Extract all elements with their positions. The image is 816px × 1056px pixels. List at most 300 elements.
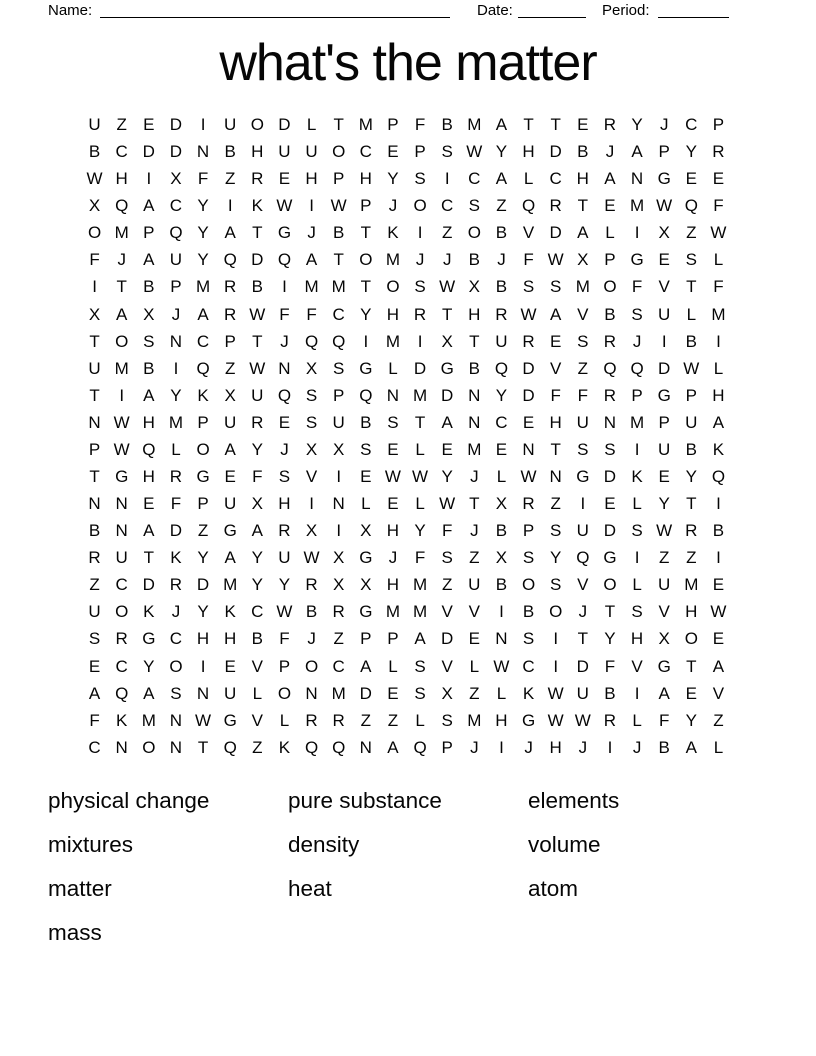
grid-letter: R xyxy=(332,602,345,622)
grid-letter: A xyxy=(631,142,643,162)
grid-letter: X xyxy=(333,548,345,568)
grid-letter: A xyxy=(116,304,128,324)
grid-row xyxy=(81,111,732,138)
grid-letter: V xyxy=(522,223,535,243)
grid-letter: L xyxy=(632,710,642,730)
grid-letter: E xyxy=(143,115,155,134)
grid-letter: Z xyxy=(469,548,480,568)
grid-letter: T xyxy=(469,331,480,351)
grid-letter: G xyxy=(223,521,237,541)
grid-letter: D xyxy=(576,656,589,676)
grid-letter: V xyxy=(468,602,480,622)
grid-letter: Q xyxy=(413,737,427,757)
grid-letter: Z xyxy=(550,494,561,514)
grid-row xyxy=(81,409,732,436)
grid-letter: X xyxy=(360,521,372,541)
grid-letter: M xyxy=(223,575,238,595)
grid-letter: D xyxy=(278,115,291,134)
grid-letter: E xyxy=(712,629,725,649)
word-item: density xyxy=(288,832,360,857)
grid-letter: M xyxy=(331,683,346,703)
grid-letter: V xyxy=(658,602,670,622)
grid-letter: S xyxy=(143,331,155,351)
grid-letter: Y xyxy=(414,521,426,541)
grid-letter: Q xyxy=(684,196,698,216)
grid-letter: J xyxy=(388,548,398,568)
grid-letter: X xyxy=(224,385,236,405)
word-list-column xyxy=(48,779,288,955)
grid-letter: M xyxy=(385,331,401,351)
word-item: elements xyxy=(528,788,620,813)
grid-letter: J xyxy=(280,439,289,459)
grid-letter: O xyxy=(386,277,400,297)
grid-letter: L xyxy=(415,710,425,730)
grid-letter: I xyxy=(309,494,314,514)
grid-row xyxy=(81,355,732,382)
grid-letter: T xyxy=(441,304,453,324)
grid-letter: E xyxy=(658,250,670,270)
grid-letter: W xyxy=(113,412,130,432)
grid-letter: S xyxy=(522,277,535,297)
grid-letter: W xyxy=(113,439,130,459)
grid-letter: S xyxy=(387,412,399,432)
grid-row xyxy=(81,301,732,328)
grid-letter: M xyxy=(711,304,726,324)
grid-letter: L xyxy=(415,439,425,459)
grid-letter: H xyxy=(251,142,264,162)
grid-letter: P xyxy=(197,412,209,432)
grid-letter: A xyxy=(143,385,155,405)
grid-letter: I xyxy=(119,385,125,405)
grid-letter: T xyxy=(414,412,426,432)
grid-letter: I xyxy=(146,169,152,189)
grid-letter: J xyxy=(659,115,669,134)
grid-letter: O xyxy=(142,737,156,757)
grid-letter: Y xyxy=(251,575,263,595)
grid-letter: I xyxy=(553,656,559,676)
grid-letter: N xyxy=(196,683,210,703)
grid-letter: H xyxy=(224,629,237,649)
grid-letter: V xyxy=(305,467,318,487)
grid-letter: O xyxy=(467,223,481,243)
grid-letter: W xyxy=(547,710,564,730)
grid-letter: J xyxy=(632,737,642,757)
grid-row xyxy=(81,680,732,707)
grid-letter: S xyxy=(522,548,535,568)
grid-letter: U xyxy=(305,142,318,162)
grid-letter: L xyxy=(686,304,697,324)
grid-letter: G xyxy=(277,223,292,243)
grid-letter: F xyxy=(252,467,263,487)
grid-letter: K xyxy=(224,602,236,622)
grid-letter: K xyxy=(251,196,263,216)
grid-letter: H xyxy=(495,710,508,730)
grid-letter: L xyxy=(252,683,263,703)
grid-letter: E xyxy=(143,494,155,514)
grid-letter: F xyxy=(631,277,643,297)
grid-letter: E xyxy=(224,656,236,676)
grid-letter: E xyxy=(604,494,616,514)
grid-letter: X xyxy=(658,223,670,243)
grid-letter: V xyxy=(251,656,263,676)
grid-letter: D xyxy=(413,358,427,378)
grid-row xyxy=(81,246,732,273)
grid-letter: P xyxy=(387,115,399,134)
grid-letter: N xyxy=(468,385,481,405)
grid-letter: O xyxy=(413,196,427,216)
grid-letter: Y xyxy=(685,467,697,487)
grid-letter: E xyxy=(495,439,508,459)
grid-letter: X xyxy=(305,439,318,459)
grid-letter: W xyxy=(520,304,537,324)
grid-letter: A xyxy=(305,250,318,270)
grid-letter: D xyxy=(142,142,155,162)
grid-letter: I xyxy=(336,521,342,541)
grid-letter: N xyxy=(115,494,128,514)
grid-letter: B xyxy=(685,331,697,351)
grid-letter: Y xyxy=(197,548,209,568)
grid-letter: T xyxy=(469,494,480,514)
word-item: pure substance xyxy=(288,788,442,813)
grid-letter: I xyxy=(499,602,504,622)
grid-letter: H xyxy=(142,467,155,487)
grid-letter: B xyxy=(88,142,101,162)
grid-letter: N xyxy=(359,737,372,757)
grid-letter: Z xyxy=(197,521,209,541)
grid-letter: T xyxy=(686,656,697,676)
grid-letter: Q xyxy=(115,196,129,216)
grid-letter: G xyxy=(603,548,617,568)
grid-letter: V xyxy=(577,575,589,595)
grid-letter: B xyxy=(468,358,480,378)
grid-letter: P xyxy=(414,142,426,162)
grid-letter: D xyxy=(196,575,210,595)
grid-letter: A xyxy=(88,683,101,703)
grid-letter: W xyxy=(466,142,483,162)
grid-letter: T xyxy=(252,331,263,351)
grid-letter: S xyxy=(414,277,426,297)
grid-letter: P xyxy=(712,115,725,134)
grid-letter: S xyxy=(414,169,426,189)
page-title: what's the matter xyxy=(219,34,597,92)
grid-letter: F xyxy=(197,169,209,189)
grid-letter: S xyxy=(468,196,480,216)
grid-letter: E xyxy=(224,467,236,487)
grid-letter: Y xyxy=(251,548,263,568)
grid-letter: S xyxy=(550,277,562,297)
grid-letter: C xyxy=(495,412,508,432)
grid-letter: G xyxy=(576,467,590,487)
grid-row xyxy=(81,653,732,680)
grid-letter: A xyxy=(495,115,508,134)
grid-letter: J xyxy=(578,737,588,757)
grid-letter: D xyxy=(359,683,372,703)
grid-letter: C xyxy=(88,737,101,757)
grid-letter: R xyxy=(603,331,617,351)
grid-letter: Y xyxy=(278,575,291,595)
grid-letter: I xyxy=(282,277,287,297)
grid-letter: P xyxy=(522,521,535,541)
grid-letter: Z xyxy=(577,358,588,378)
grid-letter: E xyxy=(88,656,101,676)
grid-letter: K xyxy=(522,683,535,703)
grid-letter: K xyxy=(631,467,643,487)
grid-letter: S xyxy=(577,331,589,351)
grid-letter: G xyxy=(115,467,129,487)
grid-letter: Q xyxy=(196,358,210,378)
grid-letter: N xyxy=(495,629,508,649)
grid-letter: U xyxy=(576,683,589,703)
grid-letter: A xyxy=(441,412,453,432)
grid-letter: G xyxy=(196,467,210,487)
grid-letter: K xyxy=(278,737,291,757)
grid-row xyxy=(81,517,732,544)
grid-letter: E xyxy=(577,115,589,134)
grid-letter: B xyxy=(251,629,263,649)
grid-letter: R xyxy=(413,304,427,324)
grid-letter: I xyxy=(716,548,721,568)
grid-letter: F xyxy=(713,277,724,297)
grid-letter: C xyxy=(685,115,698,134)
grid-letter: G xyxy=(359,358,373,378)
grid-letter: X xyxy=(251,494,263,514)
grid-letter: R xyxy=(522,494,535,514)
grid-letter: U xyxy=(115,548,128,568)
grid-letter: K xyxy=(387,223,399,243)
grid-row xyxy=(81,219,732,246)
grid-letter: L xyxy=(496,683,507,703)
grid-letter: N xyxy=(603,412,617,432)
grid-letter: G xyxy=(630,250,644,270)
grid-letter: H xyxy=(576,169,589,189)
word-item: matter xyxy=(48,876,112,901)
grid-letter: B xyxy=(604,683,616,703)
grid-letter: Q xyxy=(277,250,292,270)
grid-letter: L xyxy=(388,656,398,676)
word-search-grid xyxy=(81,111,732,761)
grid-letter: A xyxy=(495,169,508,189)
grid-letter: X xyxy=(88,196,101,216)
grid-letter: J xyxy=(307,629,316,649)
grid-letter: I xyxy=(716,494,721,514)
grid-letter: P xyxy=(224,331,236,351)
grid-letter: I xyxy=(634,683,640,703)
grid-letter: A xyxy=(387,737,399,757)
grid-letter: R xyxy=(685,521,698,541)
grid-letter: B xyxy=(143,277,155,297)
grid-letter: R xyxy=(603,385,617,405)
grid-letter: Q xyxy=(142,439,156,459)
grid-letter: N xyxy=(196,142,210,162)
grid-letter: T xyxy=(550,439,561,459)
grid-letter: J xyxy=(497,250,506,270)
grid-letter: G xyxy=(440,358,454,378)
grid-letter: Q xyxy=(169,223,183,243)
grid-letter: H xyxy=(386,304,400,324)
grid-letter: X xyxy=(333,575,345,595)
grid-letter: A xyxy=(658,683,670,703)
grid-letter: C xyxy=(359,142,372,162)
grid-row xyxy=(81,192,732,219)
grid-letter: X xyxy=(333,439,345,459)
grid-letter: D xyxy=(441,385,454,405)
grid-letter: M xyxy=(629,196,645,216)
grid-letter: M xyxy=(575,277,590,297)
grid-letter: P xyxy=(197,494,209,514)
grid-letter: E xyxy=(522,412,535,432)
grid-row xyxy=(81,138,732,165)
grid-letter: O xyxy=(359,250,373,270)
grid-letter: X xyxy=(468,277,480,297)
grid-letter: O xyxy=(304,656,319,676)
grid-letter: I xyxy=(417,223,423,243)
grid-letter: E xyxy=(712,575,725,595)
grid-letter: S xyxy=(441,142,453,162)
grid-letter: S xyxy=(685,250,697,270)
grid-letter: R xyxy=(224,277,237,297)
grid-letter: U xyxy=(251,385,264,405)
grid-letter: B xyxy=(88,521,101,541)
grid-letter: E xyxy=(685,169,697,189)
grid-letter: V xyxy=(577,304,589,324)
grid-letter: S xyxy=(360,439,372,459)
grid-letter: L xyxy=(306,115,317,134)
grid-letter: Q xyxy=(576,548,590,568)
grid-letter: Z xyxy=(469,683,480,703)
grid-letter: T xyxy=(116,277,127,297)
grid-letter: Z xyxy=(686,223,697,243)
grid-row xyxy=(81,544,732,571)
grid-letter: C xyxy=(441,196,454,216)
grid-letter: J xyxy=(388,196,398,216)
grid-letter: O xyxy=(196,439,210,459)
grid-letter: Q xyxy=(304,737,319,757)
grid-letter: H xyxy=(142,412,155,432)
grid-letter: P xyxy=(685,385,697,405)
grid-letter: E xyxy=(360,467,372,487)
grid-row xyxy=(81,571,732,598)
grid-letter: L xyxy=(632,494,642,514)
grid-letter: G xyxy=(657,169,671,189)
grid-letter: R xyxy=(251,169,264,189)
grid-letter: L xyxy=(496,467,507,487)
grid-letter: I xyxy=(336,467,342,487)
grid-letter: Y xyxy=(197,223,209,243)
grid-letter: T xyxy=(523,115,534,134)
grid-letter: R xyxy=(251,412,264,432)
grid-letter: E xyxy=(712,169,725,189)
grid-letter: P xyxy=(658,412,670,432)
grid-letter: Q xyxy=(332,331,346,351)
grid-letter: N xyxy=(169,737,183,757)
grid-letter: B xyxy=(468,250,480,270)
grid-letter: R xyxy=(115,629,128,649)
grid-letter: N xyxy=(468,412,481,432)
grid-letter: L xyxy=(171,439,181,459)
grid-letter: O xyxy=(332,142,346,162)
grid-letter: W xyxy=(439,494,456,514)
grid-letter: R xyxy=(305,710,318,730)
grid-letter: L xyxy=(713,737,724,757)
grid-letter: B xyxy=(495,277,508,297)
grid-row xyxy=(81,382,732,409)
grid-letter: N xyxy=(305,683,318,703)
grid-letter: V xyxy=(550,358,562,378)
grid-letter: M xyxy=(412,602,428,622)
grid-letter: D xyxy=(658,358,671,378)
grid-letter: Z xyxy=(686,548,697,568)
grid-letter: F xyxy=(550,385,561,405)
grid-letter: C xyxy=(549,169,562,189)
grid-letter: C xyxy=(169,629,183,649)
period-label: Period: xyxy=(602,2,650,19)
grid-letter: O xyxy=(603,575,617,595)
grid-letter: S xyxy=(577,439,589,459)
grid-letter: L xyxy=(388,358,398,378)
grid-letter: H xyxy=(685,602,698,622)
grid-letter: P xyxy=(631,385,643,405)
grid-letter: F xyxy=(713,196,724,216)
grid-letter: W xyxy=(656,196,673,216)
grid-letter: W xyxy=(276,196,293,216)
grid-letter: C xyxy=(332,304,345,324)
grid-letter: L xyxy=(632,575,642,595)
grid-letter: O xyxy=(277,683,292,703)
grid-letter: H xyxy=(549,737,562,757)
grid-letter: N xyxy=(88,412,101,432)
grid-letter: I xyxy=(661,331,667,351)
grid-letter: E xyxy=(550,331,562,351)
grid-letter: I xyxy=(227,196,233,216)
grid-letter: F xyxy=(89,250,100,270)
grid-letter: N xyxy=(169,331,183,351)
grid-letter: A xyxy=(224,548,236,568)
grid-letter: U xyxy=(658,304,671,324)
grid-letter: S xyxy=(305,412,318,432)
word-item: mass xyxy=(48,920,102,945)
grid-letter: M xyxy=(331,277,346,297)
grid-letter: A xyxy=(143,196,155,216)
grid-letter: D xyxy=(142,575,155,595)
grid-letter: M xyxy=(412,575,428,595)
grid-letter: M xyxy=(684,575,699,595)
grid-letter: B xyxy=(333,223,345,243)
grid-letter: J xyxy=(470,521,479,541)
grid-letter: V xyxy=(441,602,453,622)
grid-letter: D xyxy=(251,250,264,270)
grid-letter: F xyxy=(577,385,588,405)
grid-letter: W xyxy=(683,358,700,378)
grid-letter: H xyxy=(386,575,400,595)
grid-letter: B xyxy=(658,737,670,757)
grid-letter: Y xyxy=(441,467,453,487)
grid-letter: Y xyxy=(197,196,209,216)
grid-letter: A xyxy=(143,250,155,270)
grid-letter: Q xyxy=(223,250,237,270)
grid-letter: W xyxy=(656,521,673,541)
grid-letter: S xyxy=(631,304,643,324)
grid-letter: E xyxy=(278,412,291,432)
grid-letter: R xyxy=(549,196,562,216)
grid-letter: A xyxy=(224,223,236,243)
grid-letter: Q xyxy=(603,358,617,378)
grid-letter: Y xyxy=(251,439,263,459)
grid-letter: X xyxy=(441,331,453,351)
grid-letter: U xyxy=(224,683,237,703)
grid-letter: T xyxy=(333,250,344,270)
grid-letter: R xyxy=(88,548,101,568)
grid-letter: O xyxy=(115,602,129,622)
